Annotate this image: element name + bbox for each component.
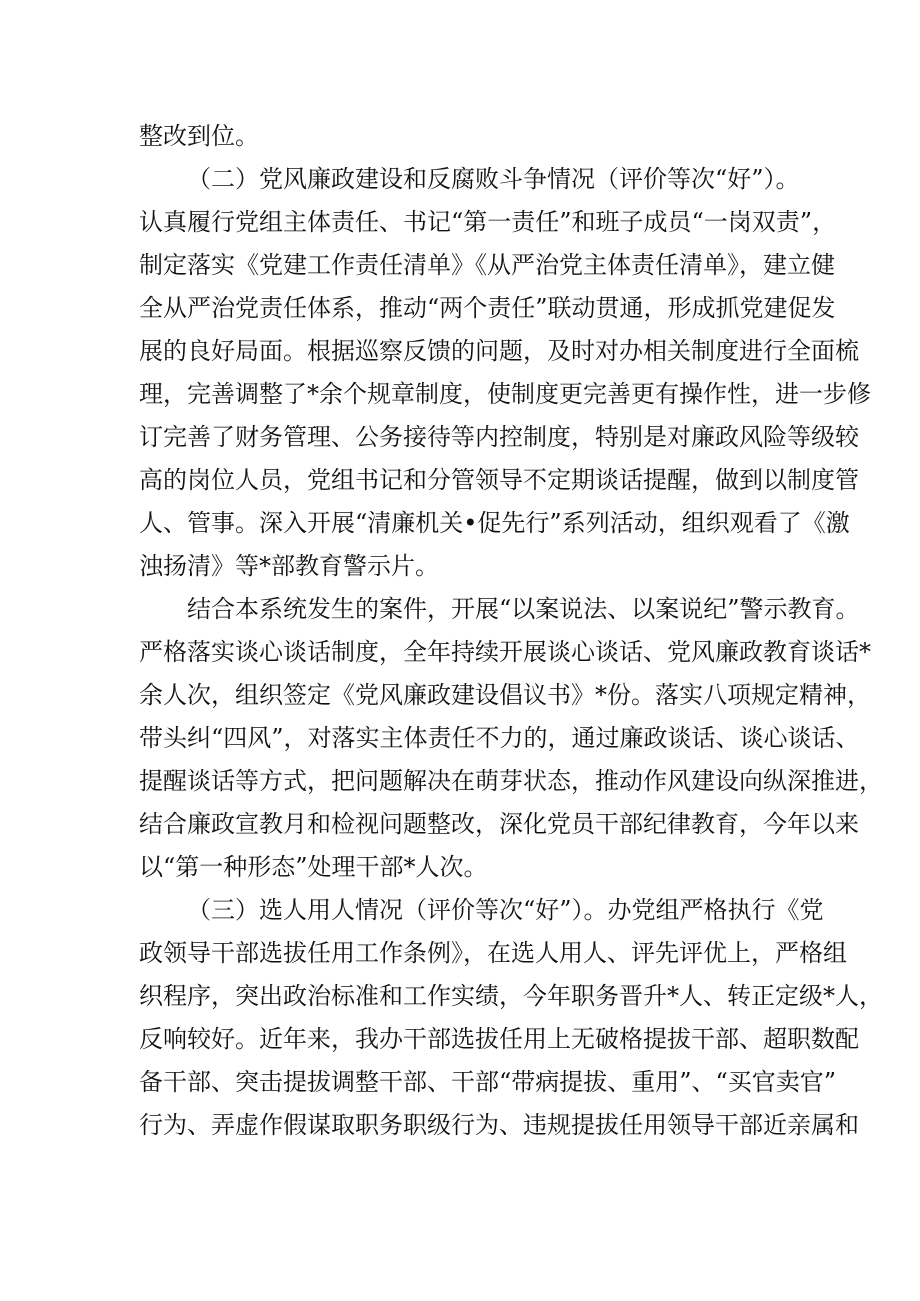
text-line-8: 订完善了财务管理、公务接待等内控制度，特别是对廉政风险等级较 xyxy=(139,423,859,451)
text-line-14: 余人次，组织签定《党风廉政建设倡议书》*份。落实八项规定精神， xyxy=(139,681,871,709)
text-line-13: 严格落实谈心谈话制度，全年持续开展谈心谈话、党风廉政教育谈话* xyxy=(139,638,871,666)
text-line-4: 制定落实《党建工作责任清单》《从严治党主体责任清单》，建立健 xyxy=(139,251,835,279)
text-line-10: 人、管事。深入开展“清廉机关•促先行”系列活动，组织观看了《激 xyxy=(139,509,850,537)
text-line-18: 以“第一种形态”处理干部*人次。 xyxy=(139,853,488,881)
text-line-11: 浊扬清》等*部教育警示片。 xyxy=(139,552,439,580)
text-line-1: 整改到位。 xyxy=(139,122,259,150)
text-line-24: 行为、弄虚作假谋取职务职级行为、违规提拔任用领导干部近亲属和 xyxy=(139,1111,859,1139)
text-line-6: 展的良好局面。根据巡察反馈的问题，及时对办相关制度进行全面梳 xyxy=(139,337,859,365)
text-line-20: 政领导干部选拔任用工作条例》，在选人用人、评先评优上，严格组 xyxy=(139,939,847,967)
paragraph-start-line: 结合本系统发生的案件，开展“以案说法、以案说纪”警示教育。 xyxy=(187,595,860,623)
text-line-17: 结合廉政宣教月和检视问题整改，深化党员干部纪律教育，今年以来 xyxy=(139,810,859,838)
text-line-21: 织程序，突出政治标准和工作实绩，今年职务晋升*人、转正定级*人， xyxy=(139,982,883,1010)
text-line-15: 带头纠“四风”，对落实主体责任不力的，通过廉政谈话、谈心谈话、 xyxy=(139,724,860,752)
text-line-7: 理，完善调整了*余个规章制度，使制度更完善更有操作性，进一步修 xyxy=(139,380,871,408)
text-line-23: 备干部、突击提拔调整干部、干部“带病提拔、重用”、“买官卖官” xyxy=(139,1068,837,1096)
text-line-22: 反响较好。近年来，我办干部选拔任用上无破格提拔干部、超职数配 xyxy=(139,1025,859,1053)
text-line-9: 高的岗位人员，党组书记和分管领导不定期谈话提醒，做到以制度管 xyxy=(139,466,859,494)
section-heading-2: （二）党风廉政建设和反腐败斗争情况（评价等次“好”）。 xyxy=(187,165,800,193)
text-line-5: 全从严治党责任体系，推动“两个责任”联动贯通，形成抓党建促发 xyxy=(139,294,836,322)
section-heading-3: （三）选人用人情况（评价等次“好”）。办党组严格执行《党 xyxy=(187,896,824,924)
text-line-3: 认真履行党组主体责任、书记“第一责任”和班子成员“一岗双责”， xyxy=(139,208,837,236)
text-line-16: 提醒谈话等方式，把问题解决在萌芽状态，推动作风建设向纵深推进， xyxy=(139,767,883,795)
